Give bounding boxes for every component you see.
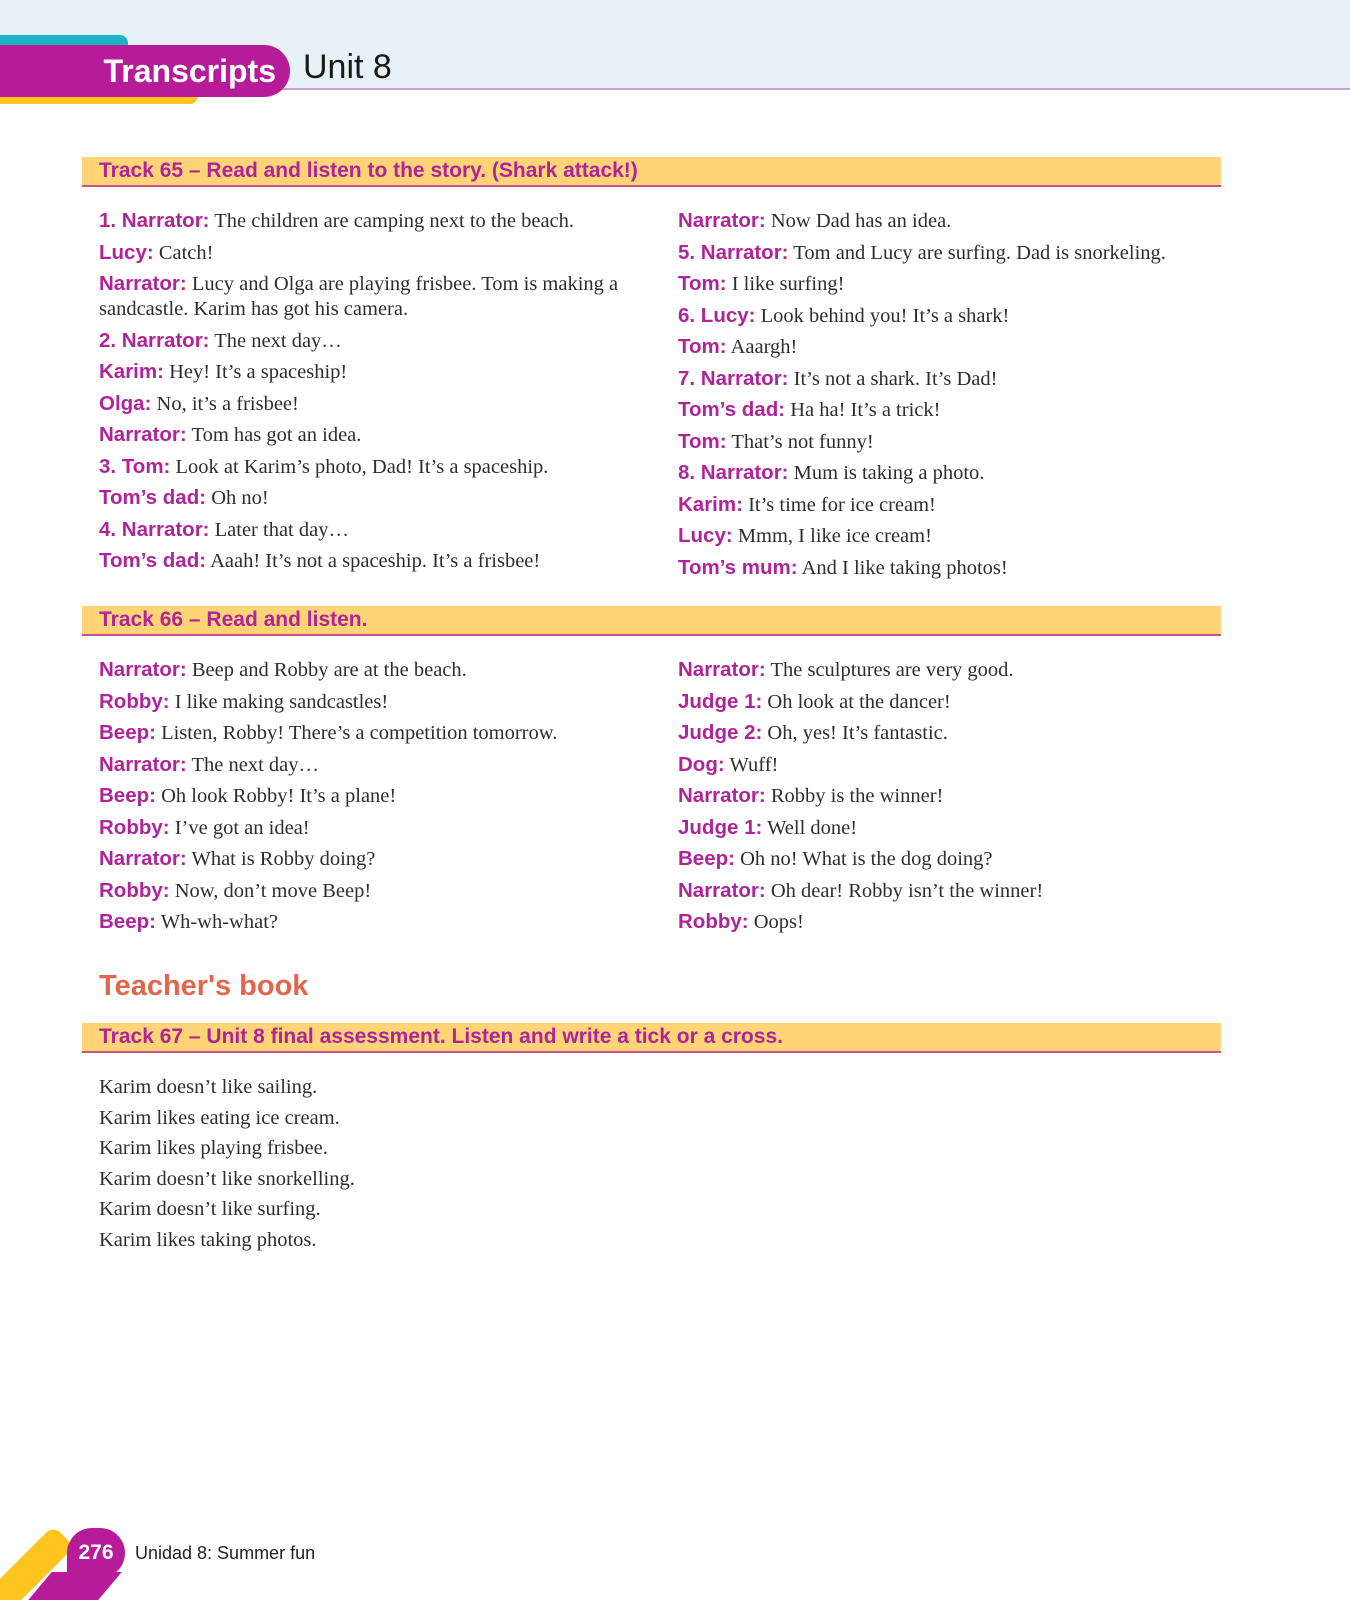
page-number-badge	[67, 1528, 125, 1578]
speaker-label: Olga:	[99, 391, 152, 415]
speaker-label: Narrator:	[678, 209, 766, 232]
dialogue-text: Ha ha! It’s a trick!	[790, 399, 941, 421]
dialogue-line	[99, 548, 659, 574]
speaker-label: Tom’s dad:	[99, 486, 207, 509]
speaker-label: Tom:	[678, 335, 727, 358]
track-65-heading: Track 65 – Read and listen to the story. (Shark attack!)	[99, 159, 638, 182]
speaker-label: Beep:	[99, 721, 156, 744]
dialogue-line	[678, 429, 1238, 455]
assessment-line: Karim doesn’t like sailing.	[99, 1076, 318, 1098]
dialogue-line	[99, 485, 659, 511]
dialogue-line	[678, 271, 1238, 297]
speaker-label: Narrator:	[99, 423, 187, 446]
dialogue-line	[99, 240, 659, 266]
assessment-line: Karim doesn’t like snorkelling.	[99, 1167, 355, 1190]
dialogue-line	[678, 303, 1238, 329]
assessment-line: Karim likes playing frisbee.	[99, 1137, 328, 1159]
speaker-label: Karim:	[99, 360, 164, 383]
dialogue-line	[678, 909, 1238, 935]
track-66-heading-bar	[82, 606, 1221, 636]
speaker-label: Beep:	[99, 910, 156, 933]
dialogue-text: Oh look Robby! It’s a plane!	[161, 785, 397, 807]
dialogue-line	[99, 783, 659, 809]
speaker-label: Tom:	[678, 429, 727, 453]
speaker-label: Narrator:	[678, 784, 766, 807]
dialogue-text: Robby is the winner!	[770, 785, 944, 807]
dialogue-line	[678, 846, 1238, 872]
speaker-label: 8. Narrator:	[678, 461, 789, 484]
dialogue-line	[99, 208, 659, 234]
speaker-label: 3. Tom:	[99, 454, 171, 478]
dialogue-text: Oh dear! Robby isn’t the winner!	[770, 879, 1044, 902]
dialogue-line	[99, 391, 659, 417]
dialogue-text: I like surfing!	[731, 273, 845, 295]
dialogue-text: What is Robby doing?	[191, 848, 376, 870]
dialogue-line	[678, 815, 1238, 841]
speaker-label: Narrator:	[678, 658, 766, 681]
dialogue-text: Oh, yes! It’s fantastic.	[767, 722, 948, 744]
dialogue-text: It’s not a shark. It’s Dad!	[793, 367, 998, 390]
dialogue-text: I’ve got an idea!	[174, 816, 310, 839]
dialogue-line	[99, 422, 659, 448]
speaker-label: Robby:	[99, 815, 170, 839]
track-66-heading: Track 66 – Read and listen.	[99, 608, 368, 631]
dialogue-line	[678, 878, 1238, 904]
speaker-label: Robby:	[678, 910, 749, 933]
dialogue-text: Wh-wh-what?	[160, 911, 278, 933]
dialogue-text: Oops!	[753, 911, 804, 933]
dialogue-text: Mum is taking a photo.	[793, 462, 985, 484]
speaker-label: Karim:	[678, 492, 743, 516]
dialogue-text: Hey! It’s a spaceship!	[169, 361, 348, 383]
dialogue-line	[678, 334, 1238, 360]
speaker-label: 6. Lucy:	[678, 303, 756, 327]
dialogue-text: Wuff!	[729, 753, 779, 776]
dialogue-text: Aaargh!	[730, 336, 798, 358]
dialogue-line	[99, 909, 659, 935]
dialogue-line	[678, 366, 1238, 392]
footer-unit-label: Unidad 8: Summer fun	[135, 1543, 316, 1563]
speaker-label: Tom’s dad:	[678, 398, 786, 421]
speaker-label: 1. Narrator:	[99, 209, 210, 232]
speaker-label: Lucy:	[678, 524, 733, 547]
dialogue-text: Look at Karim’s photo, Dad! It’s a spaceship.	[175, 455, 549, 478]
track-67-heading: Track 67 – Unit 8 final assessment. Listen and write a tick or a cross.	[99, 1025, 783, 1048]
speaker-label: Robby:	[99, 878, 170, 902]
dialogue-text: The next day…	[214, 329, 342, 352]
dialogue-line	[678, 720, 1238, 746]
speaker-label: Narrator:	[99, 752, 187, 776]
speaker-label: Judge 1:	[678, 689, 763, 713]
speaker-label: Tom’s dad:	[99, 549, 207, 572]
dialogue-line	[99, 517, 659, 543]
speaker-label: Tom:	[678, 272, 727, 295]
dialogue-line	[99, 454, 659, 480]
track-66-right-column	[678, 657, 1238, 941]
dialogue-line	[678, 783, 1238, 809]
dialogue-line	[99, 359, 659, 385]
dialogue-text: The children are camping next to the beach.	[214, 210, 575, 232]
speaker-label: Narrator:	[99, 658, 187, 681]
dialogue-text: Later that day…	[214, 518, 349, 541]
speaker-label: Judge 1:	[678, 815, 763, 839]
dialogue-text: Look behind you! It’s a shark!	[760, 304, 1010, 327]
dialogue-line	[99, 689, 659, 715]
dialogue-text: Catch!	[158, 241, 214, 264]
track-65-heading-bar	[82, 157, 1221, 187]
dialogue-line	[99, 271, 659, 322]
dialogue-text: I like making sandcastles!	[174, 690, 389, 713]
page-number: 276	[78, 1541, 114, 1564]
dialogue-text: That’s not funny!	[731, 430, 874, 453]
dialogue-text: Tom and Lucy are surfing. Dad is snorkeling.	[793, 241, 1166, 264]
speaker-label: Tom’s mum:	[678, 555, 798, 579]
track-65-right-column	[678, 208, 1238, 586]
dialogue-line	[678, 752, 1238, 778]
track-66-left-column	[99, 657, 659, 941]
dialogue-line	[678, 657, 1238, 683]
dialogue-line	[99, 328, 659, 354]
dialogue-line	[99, 815, 659, 841]
dialogue-line	[99, 657, 659, 683]
speaker-label: Lucy:	[99, 240, 154, 264]
dialogue-text: Well done!	[767, 816, 858, 839]
speaker-label: Beep:	[99, 784, 156, 807]
speaker-label: Narrator:	[99, 272, 187, 295]
speaker-label: 4. Narrator:	[99, 517, 210, 541]
dialogue-text: Aaah! It’s not a spaceship. It’s a frisbee!	[210, 550, 541, 572]
dialogue-text: Beep and Robby are at the beach.	[191, 659, 467, 681]
header-rule	[280, 88, 1350, 90]
dialogue-text: And I like taking photos!	[801, 556, 1008, 579]
speaker-label: 5. Narrator:	[678, 240, 789, 264]
dialogue-text: Mmm, I like ice cream!	[737, 525, 932, 547]
track-67-heading-bar	[82, 1023, 1221, 1053]
speaker-label: 2. Narrator:	[99, 328, 210, 352]
speaker-label: Beep:	[678, 847, 735, 870]
dialogue-line	[678, 555, 1238, 581]
dialogue-line	[99, 878, 659, 904]
speaker-label: Robby:	[99, 689, 170, 713]
dialogue-line	[678, 208, 1238, 234]
speaker-label: Dog:	[678, 752, 725, 776]
speaker-label: Judge 2:	[678, 721, 763, 744]
assessment-line: Karim likes eating ice cream.	[99, 1106, 340, 1129]
speaker-label: Narrator:	[678, 878, 766, 902]
assessment-line: Karim doesn’t like surfing.	[99, 1198, 321, 1220]
section-label: Transcripts	[103, 52, 276, 89]
dialogue-text: Listen, Robby! There’s a competition tomorrow.	[161, 722, 558, 744]
section-label-pill	[0, 45, 290, 97]
track-67-lines	[99, 1075, 699, 1258]
dialogue-line	[678, 523, 1238, 549]
dialogue-text: The sculptures are very good.	[770, 659, 1014, 681]
dialogue-text: Tom has got an idea.	[191, 424, 362, 446]
dialogue-line	[678, 492, 1238, 518]
dialogue-line	[99, 720, 659, 746]
dialogue-line	[99, 752, 659, 778]
dialogue-text: Lucy and Olga are playing frisbee. Tom is making a sandcastle. Karim has got his camera.	[99, 273, 619, 320]
assessment-line: Karim likes taking photos.	[99, 1228, 317, 1251]
speaker-label: 7. Narrator:	[678, 366, 789, 390]
dialogue-text: Now, don’t move Beep!	[174, 879, 372, 902]
dialogue-text: Oh no!	[211, 487, 269, 509]
dialogue-text: Now Dad has an idea.	[770, 210, 952, 232]
dialogue-text: Oh no! What is the dog doing?	[740, 848, 993, 870]
dialogue-text: The next day…	[191, 753, 319, 776]
dialogue-line	[678, 460, 1238, 486]
dialogue-text: It’s time for ice cream!	[748, 493, 936, 516]
dialogue-line	[678, 240, 1238, 266]
dialogue-text: Oh look at the dancer!	[767, 690, 951, 713]
speaker-label: Narrator:	[99, 847, 187, 870]
dialogue-line	[99, 846, 659, 872]
dialogue-line	[678, 689, 1238, 715]
dialogue-text: No, it’s a frisbee!	[156, 392, 299, 415]
dialogue-line	[678, 397, 1238, 423]
teachers-book-heading: Teacher's book	[99, 970, 309, 1002]
track-65-left-column	[99, 208, 659, 580]
page-title: Unit 8	[303, 48, 392, 86]
